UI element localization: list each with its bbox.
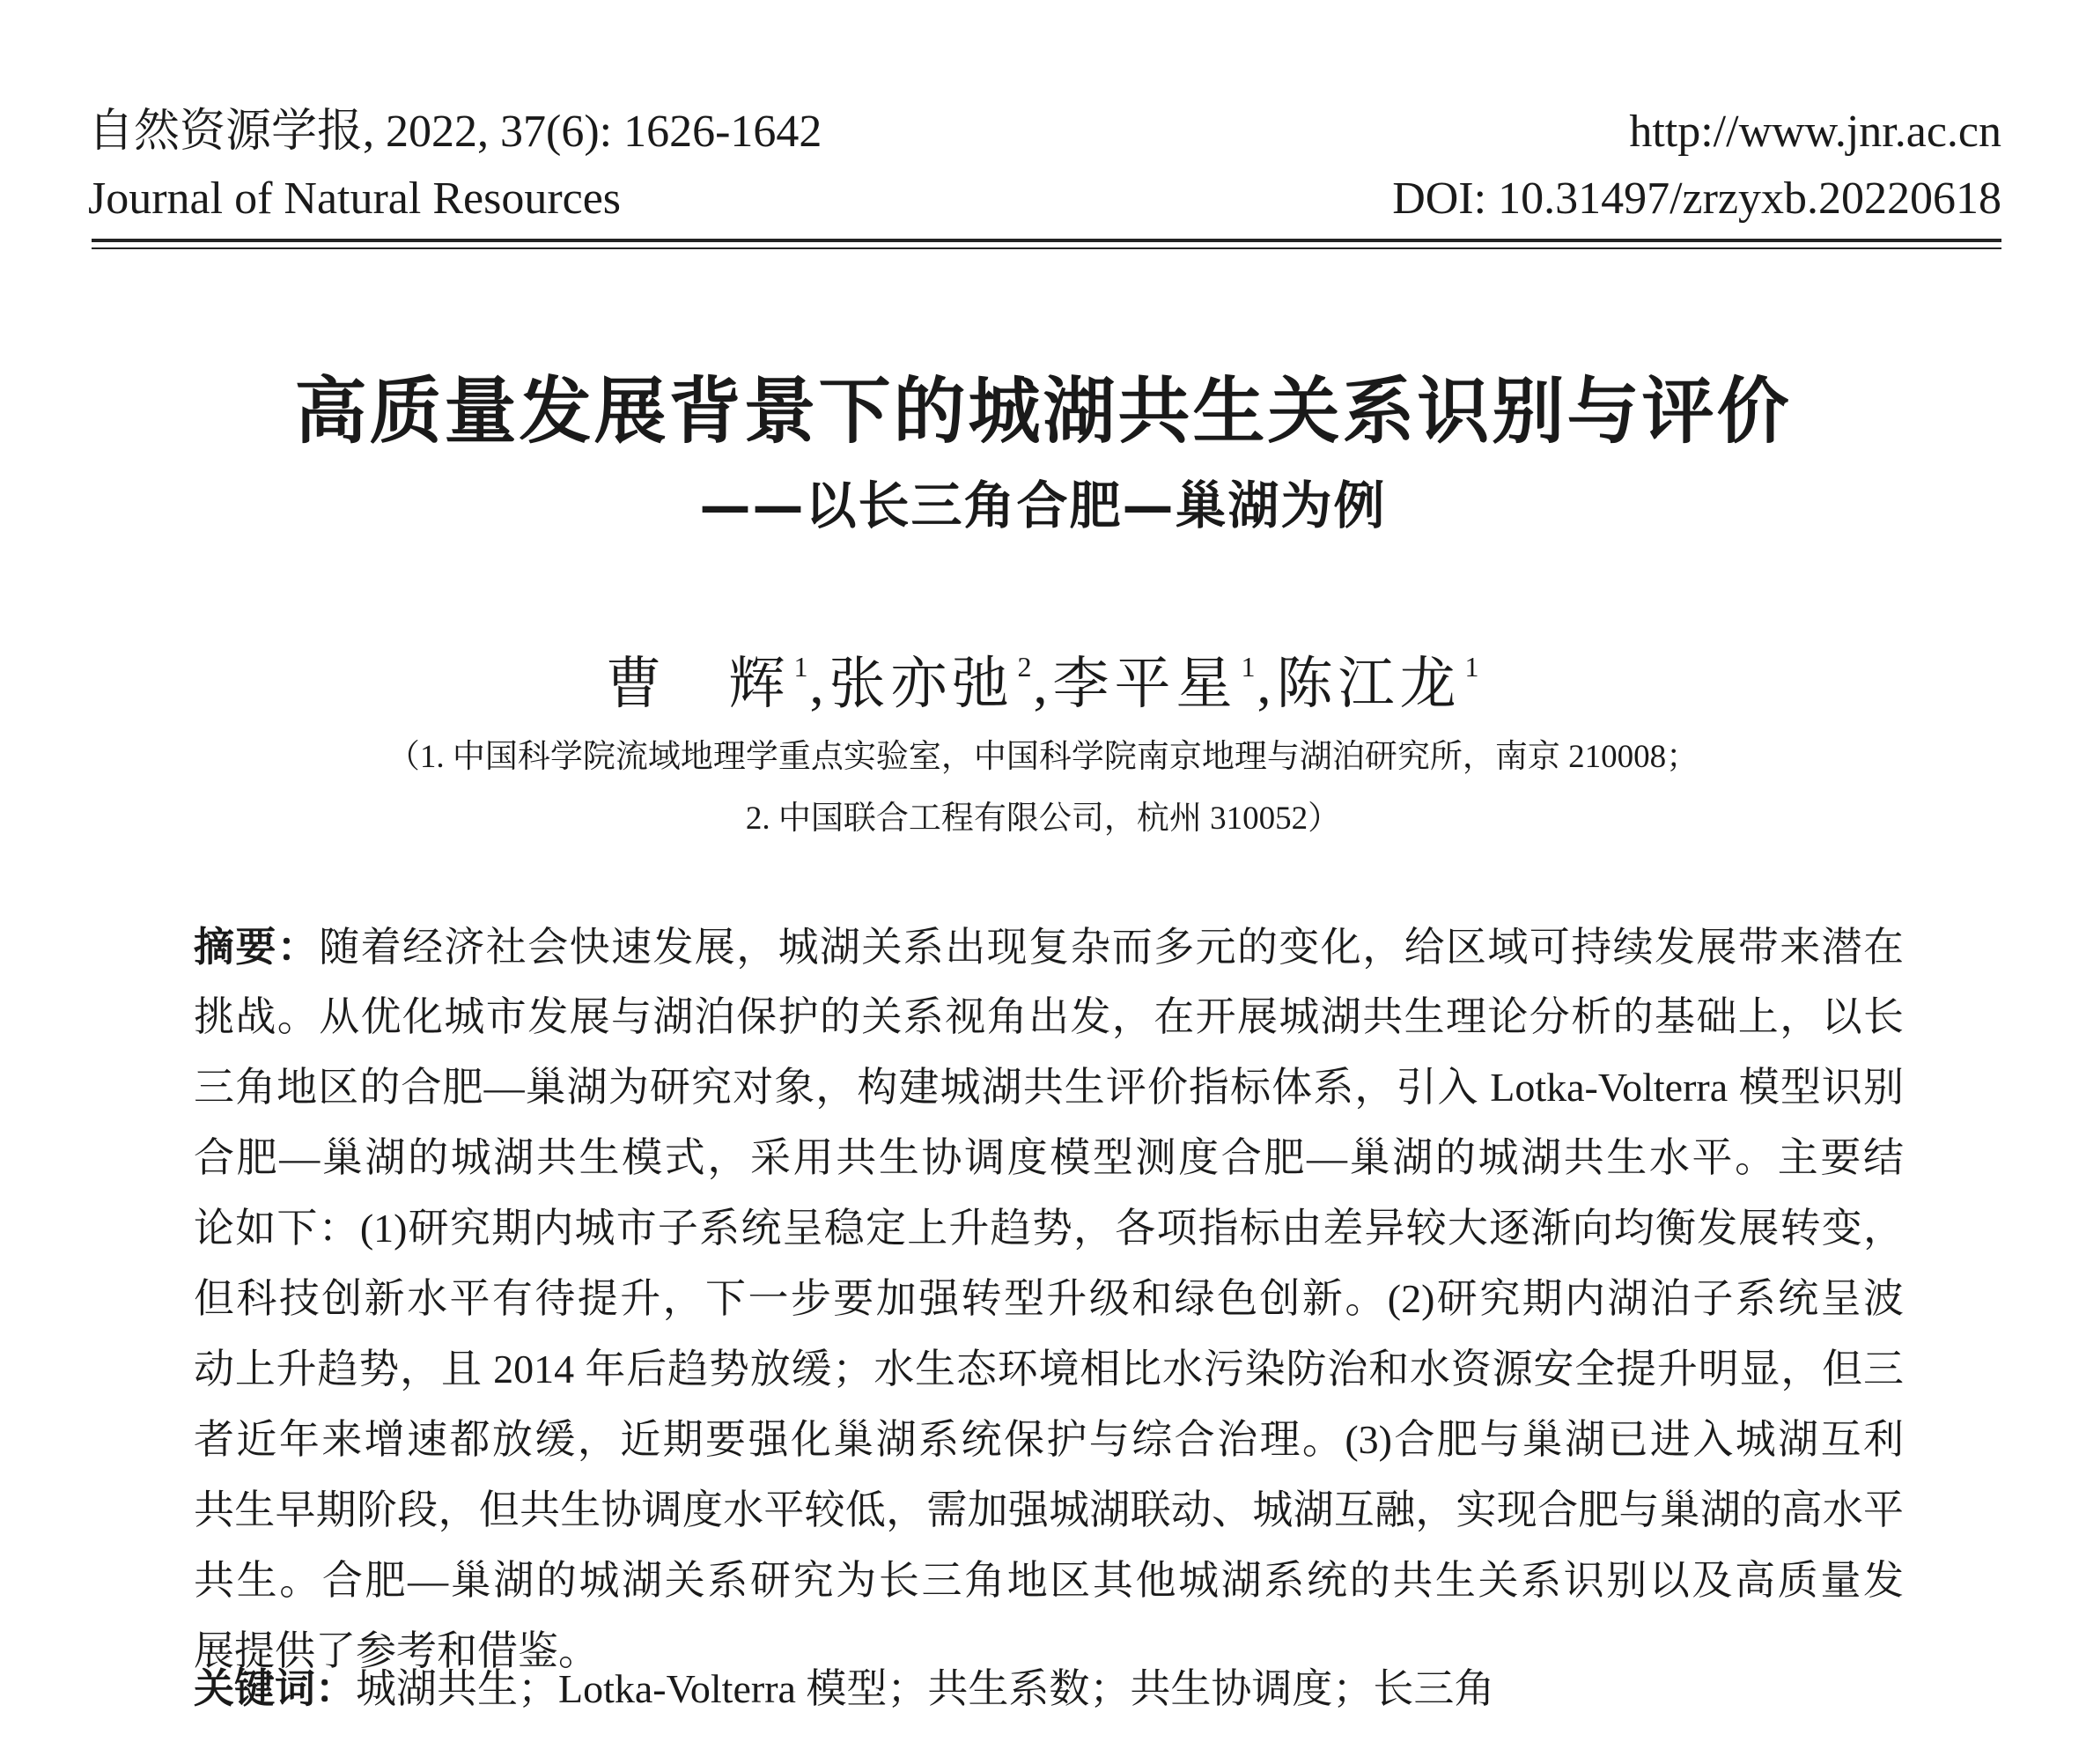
author-name: 陈江龙 bbox=[1276, 653, 1462, 715]
keywords bbox=[194, 1653, 1494, 1724]
header-rule-thick bbox=[92, 239, 2001, 242]
abstract-line: 但科技创新水平有待提升，下一步要加强转型升级和绿色创新。(2)研究期内湖泊子系统呈波 bbox=[194, 1276, 1904, 1321]
author-name: 曹 辉 bbox=[605, 653, 791, 715]
keywords-text: 城湖共生；Lotka-Volterra 模型；共生系数；共生协调度；长三角 bbox=[356, 1666, 1495, 1711]
abstract-line: 摘要：随着经济社会快速发展，城湖关系出现复杂而多元的变化，给区域可持续发展带来潜在 bbox=[194, 923, 1905, 971]
author-affiliation-mark: 1 bbox=[793, 651, 808, 683]
header-rule-thin bbox=[92, 247, 2001, 249]
header-row-1 bbox=[88, 99, 2001, 166]
abstract-line: 展提供了参考和借鉴。 bbox=[194, 1628, 599, 1673]
journal-citation: 自然资源学报, 2022, 37(6): 1626-1642 bbox=[88, 107, 822, 157]
paper-title: 高质量发展背景下的城湖共生关系识别与评价 bbox=[294, 370, 1792, 454]
abstract-line: 合肥—巢湖的城湖共生模式，采用共生协调度模型测度合肥—巢湖的城湖共生水平。主要结 bbox=[194, 1135, 1904, 1180]
author-affiliation-mark: 1 bbox=[1241, 651, 1256, 683]
author-separator: , bbox=[1033, 653, 1053, 715]
journal-url[interactable]: http://www.jnr.ac.cn bbox=[1629, 107, 2001, 157]
abstract-line: 者近年来增速都放缓，近期要强化巢湖系统保护与综合治理。(3)合肥与巢湖已进入城湖互利 bbox=[194, 1417, 1904, 1462]
author-affiliation-mark: 1 bbox=[1464, 651, 1479, 683]
abstract-line: 论如下：(1)研究期内城市子系统呈稳定上升趋势，各项指标由差异较大逐渐向均衡发展转变， bbox=[194, 1206, 1904, 1251]
journal-name-en: Journal of Natural Resources bbox=[88, 173, 622, 224]
author-name: 李平星 bbox=[1052, 653, 1238, 715]
abstract-line: 共生。合肥—巢湖的城湖关系研究为长三角地区其他城湖系统的共生关系识别以及高质量发 bbox=[194, 1558, 1904, 1603]
affiliation-2: 2. 中国联合工程有限公司，杭州 310052） bbox=[745, 801, 1341, 837]
author-list bbox=[0, 628, 2086, 723]
header-row-2 bbox=[88, 166, 2001, 232]
doi[interactable]: DOI: 10.31497/zrzyxb.20220618 bbox=[1392, 173, 2001, 224]
keywords-label: 关键词： bbox=[194, 1664, 356, 1712]
affiliation-1: （1. 中国科学院流域地理学重点实验室，中国科学院南京地理与湖泊研究所，南京 210008； bbox=[387, 739, 1699, 775]
author-name: 张亦弛 bbox=[829, 653, 1014, 715]
author-separator: , bbox=[809, 653, 829, 715]
author-separator: , bbox=[1257, 653, 1277, 715]
abstract-line: 共生早期阶段，但共生协调度水平较低，需加强城湖联动、城湖互融，实现合肥与巢湖的高水平 bbox=[194, 1487, 1904, 1532]
author-affiliation-mark: 2 bbox=[1017, 651, 1032, 683]
journal-header bbox=[88, 99, 2001, 232]
abstract-label: 摘要： bbox=[194, 923, 320, 971]
abstract-line: 动上升趋势，且 2014 年后趋势放缓；水生态环境相比水污染防治和水资源安全提升明显，但三 bbox=[194, 1347, 1904, 1391]
abstract-line: 三角地区的合肥—巢湖为研究对象，构建城湖共生评价指标体系，引入 Lotka-Volterra 模型识别 bbox=[194, 1065, 1904, 1110]
abstract bbox=[194, 912, 1904, 1687]
abstract-line: 挑战。从优化城市发展与湖泊保护的关系视角出发，在开展城湖共生理论分析的基础上，以长 bbox=[194, 994, 1904, 1039]
paper-subtitle: ——以长三角合肥—巢湖为例 bbox=[699, 476, 1387, 535]
